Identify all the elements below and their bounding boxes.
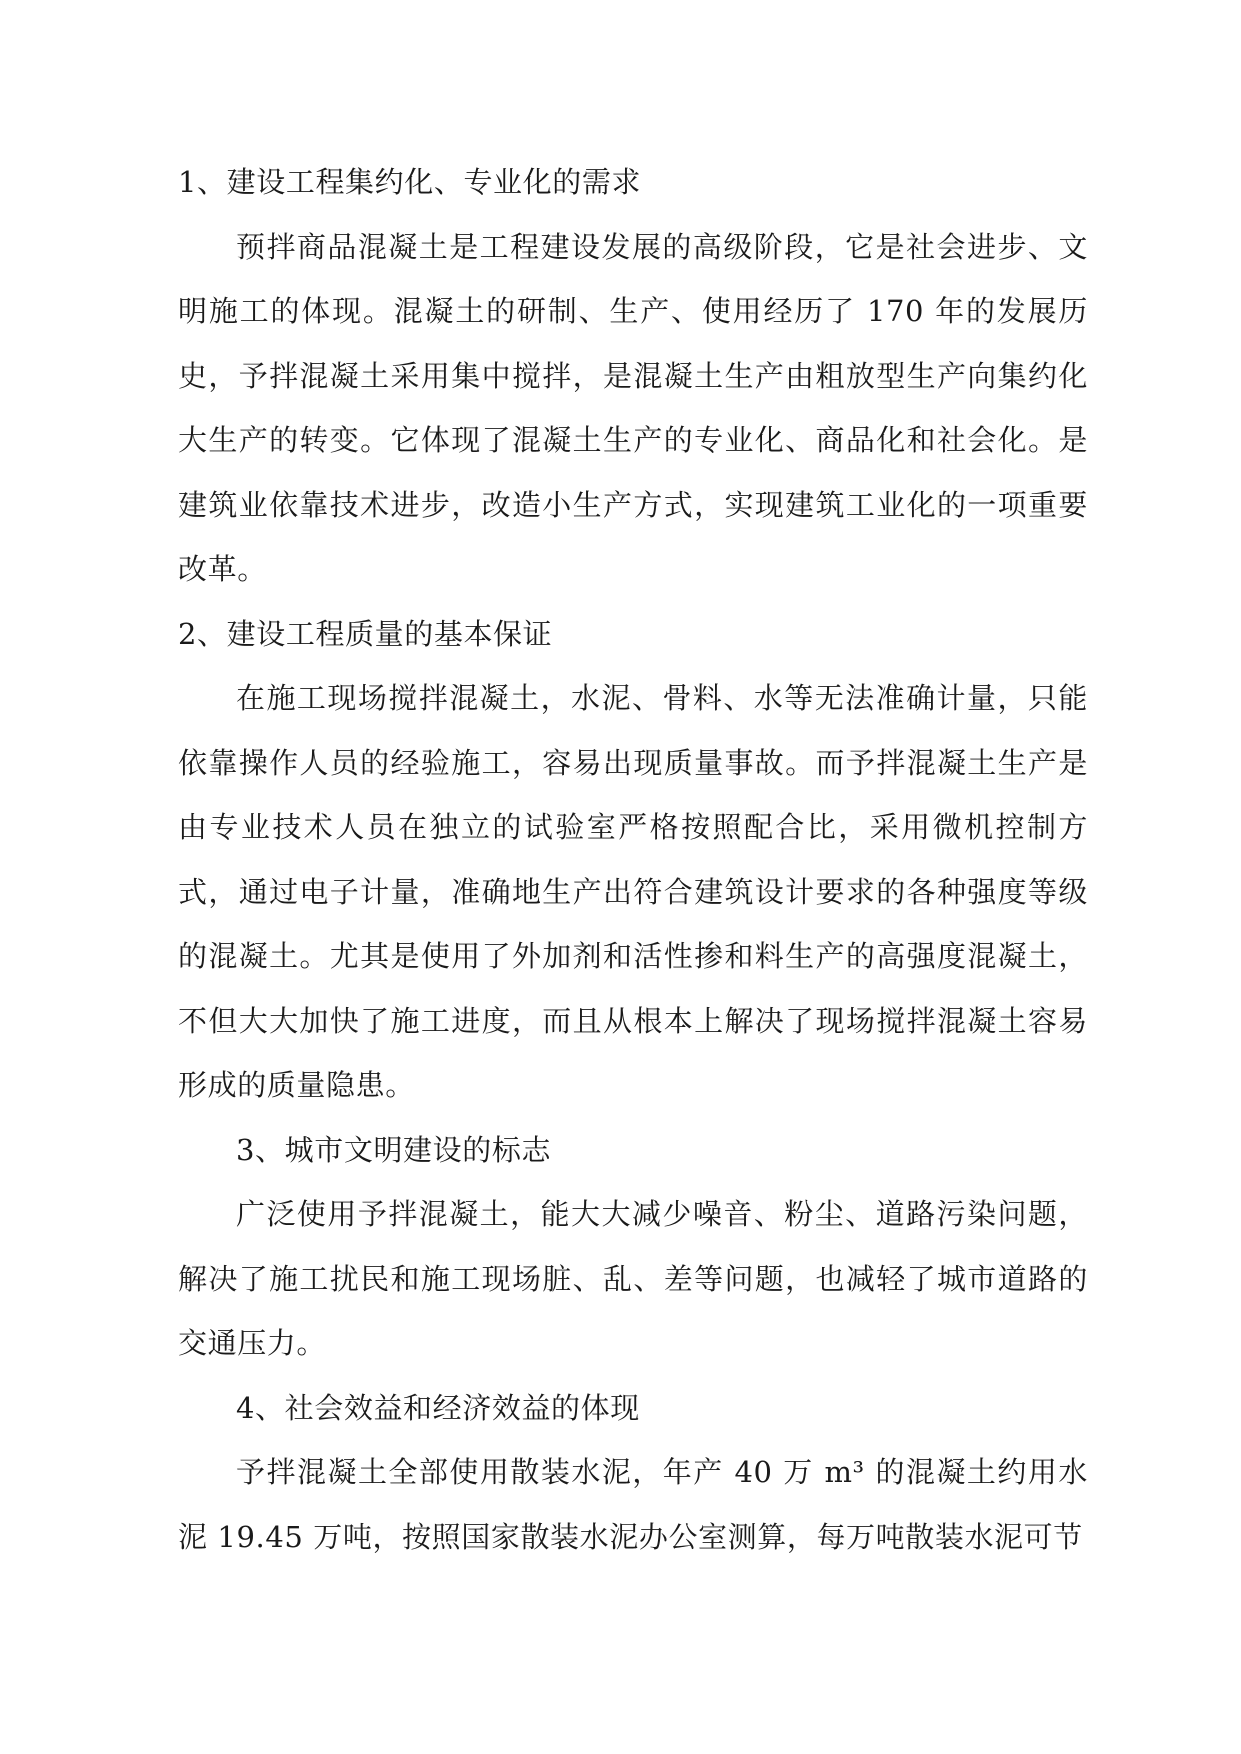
section-1-heading: 1、建设工程集约化、专业化的需求 — [178, 165, 642, 199]
section-1-paragraph: 预拌商品混凝土是工程建设发展的高级阶段，它是社会进步、文明施工的体现。混凝土的研制、生产、使用经历了 170 年的发展历史，予拌混凝土采用集中搅拌，是混凝土生产由粗放型生产向集约化大生产的转变。它体现了混凝土生产的专业化、商品化和社会化。是建筑业依靠技术进步，改造小生产方式，实现建筑工业化的一项重要改革。 — [178, 229, 1088, 586]
document-body — [178, 150, 1088, 1569]
section-4-paragraph: 予拌混凝土全部使用散装水泥，年产 40 万 m³ 的混凝土约用水泥 19.45 万吨，按照国家散装水泥办公室测算，每万吨散装水泥可节 — [178, 1455, 1088, 1554]
section-2-paragraph: 在施工现场搅拌混凝土，水泥、骨料、水等无法准确计量，只能依靠操作人员的经验施工，容易出现质量事故。而予拌混凝土生产是由专业技术人员在独立的试验室严格按照配合比，采用微机控制方式，通过电子计量，准确地生产出符合建筑设计要求的各种强度等级的混凝土。尤其是使用了外加剂和活性掺和料生产的高强度混凝土，不但大大加快了施工进度，而且从根本上解决了现场搅拌混凝土容易形成的质量隐患。 — [178, 681, 1088, 1102]
section-3-heading: 3、城市文明建设的标志 — [236, 1132, 552, 1167]
section-2-heading: 2、建设工程质量的基本保证 — [178, 616, 553, 651]
section-4-heading: 4、社会效益和经济效益的体现 — [236, 1390, 640, 1425]
section-3-paragraph: 广泛使用予拌混凝土，能大大减少噪音、粉尘、道路污染问题，解决了施工扰民和施工现场脏、乱、差等问题，也减轻了城市道路的交通压力。 — [178, 1197, 1088, 1360]
